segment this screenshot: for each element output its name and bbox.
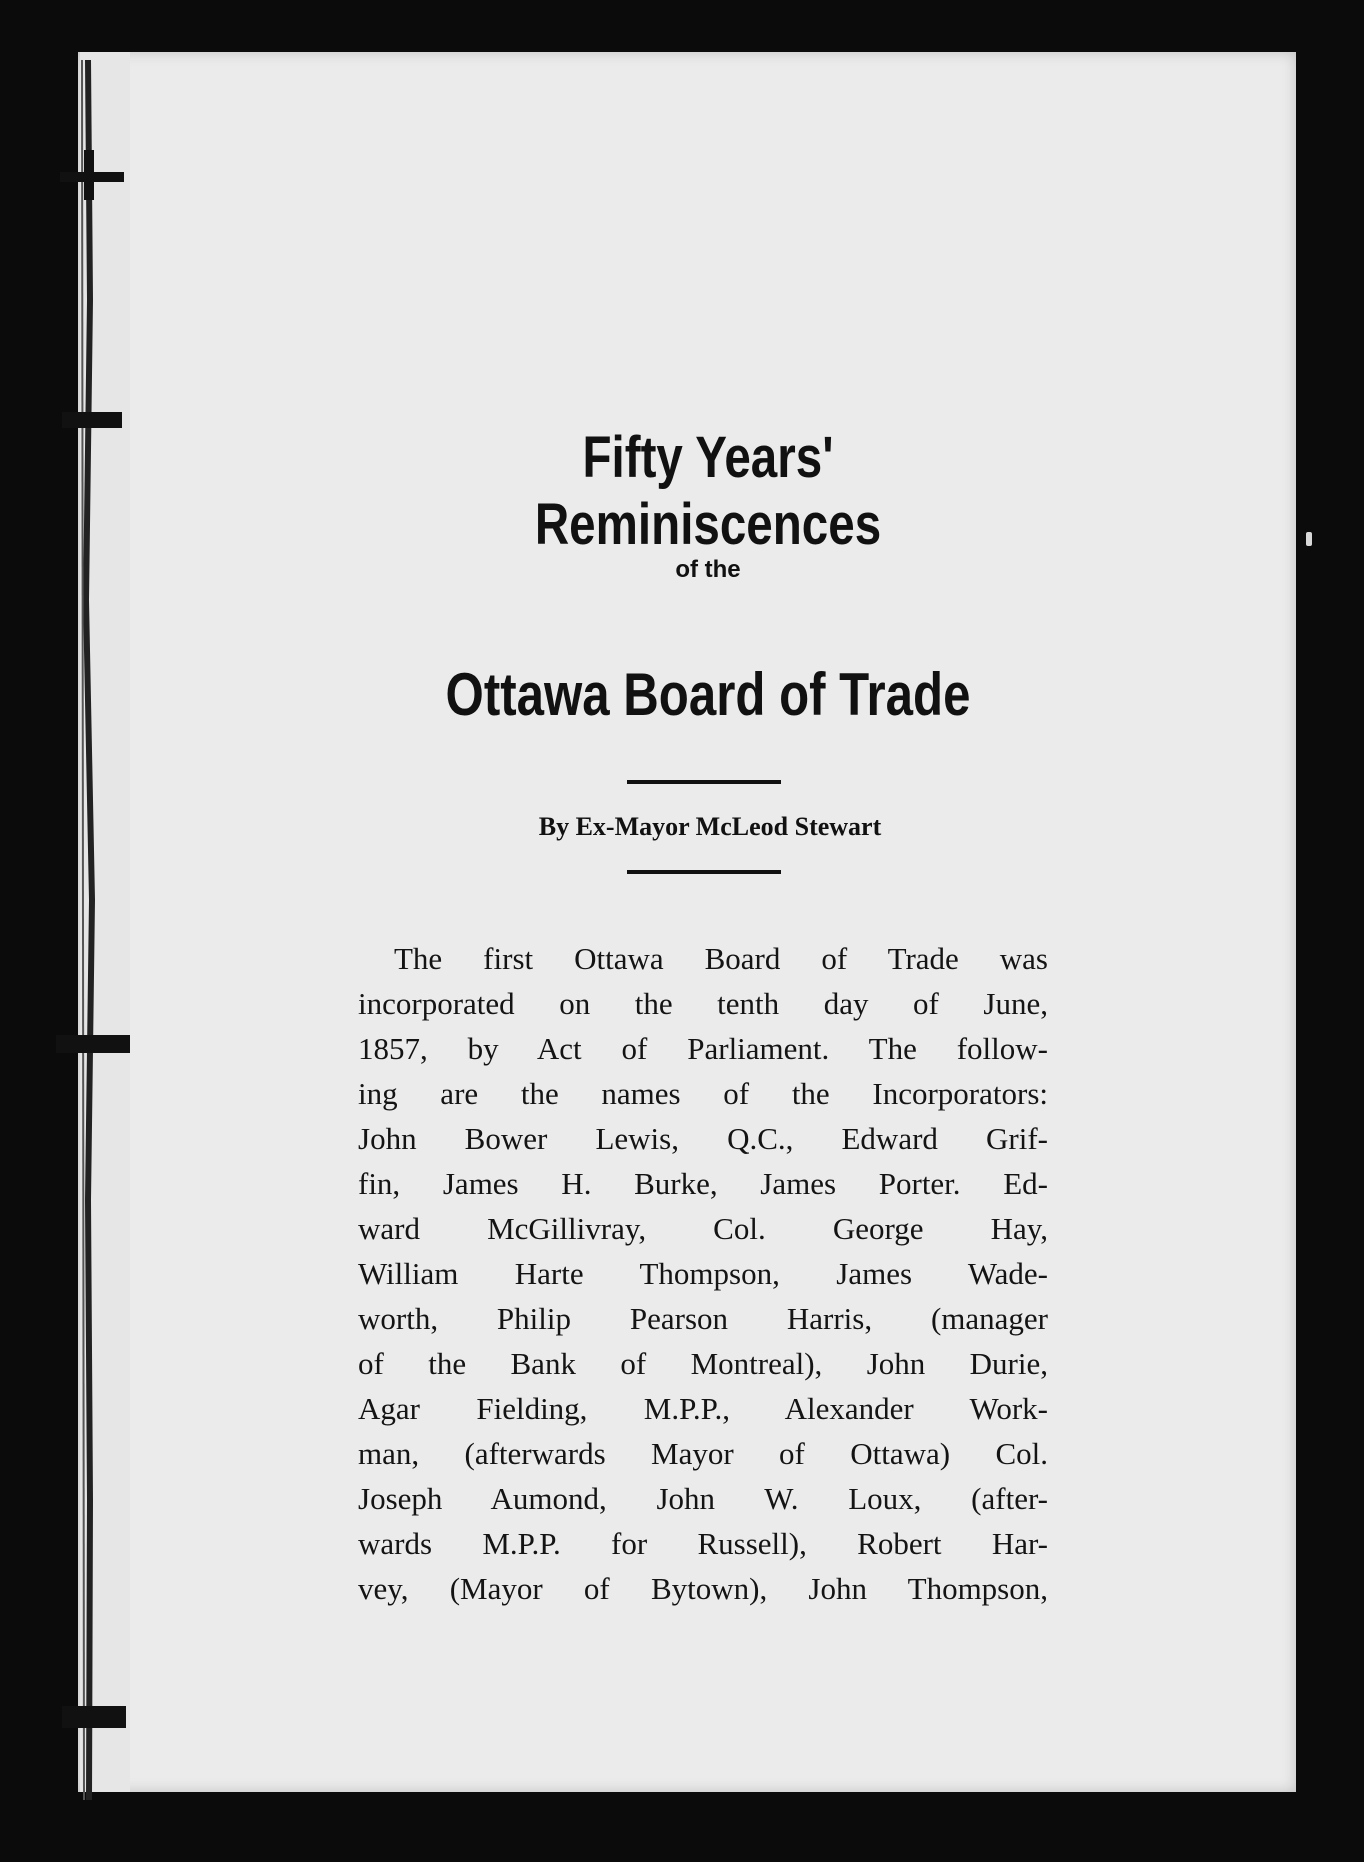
body-line: wards M.P.P. for Russell), Robert Har- <box>358 1526 1048 1561</box>
author-byline: By Ex-Mayor McLeod Stewart <box>538 812 882 841</box>
body-line: 1857, by Act of Parliament. The follow- <box>358 1031 1048 1066</box>
body-line: The first Ottawa Board of Trade was <box>394 941 1048 976</box>
divider-rule-bottom <box>627 870 781 874</box>
body-line: Agar Fielding, M.P.P., Alexander Work- <box>358 1391 1048 1426</box>
body-line: worth, Philip Pearson Harris, (manager <box>358 1301 1048 1336</box>
body-line: incorporated on the tenth day of June, <box>358 986 1048 1021</box>
body-line: fin, James H. Burke, James Porter. Ed- <box>358 1166 1048 1201</box>
body-line: man, (afterwards Mayor of Ottawa) Col. <box>358 1436 1048 1471</box>
title-connector: of the <box>675 556 741 583</box>
document-subtitle: Ottawa Board of Trade <box>445 661 971 728</box>
page-edge-mark <box>1306 532 1312 546</box>
body-line: vey, (Mayor of Bytown), John Thompson, <box>358 1571 1048 1606</box>
document-title: Fifty Years' Reminiscences <box>534 425 882 557</box>
body-line: Joseph Aumond, John W. Loux, (after- <box>358 1481 1048 1516</box>
body-paragraph <box>358 936 1048 1611</box>
body-line: of the Bank of Montreal), John Durie, <box>358 1346 1048 1381</box>
divider-rule-top <box>627 780 781 784</box>
body-line: ing are the names of the Incorporators: <box>358 1076 1048 1111</box>
body-line: ward McGillivray, Col. George Hay, <box>358 1211 1048 1246</box>
binding-strip <box>0 0 130 1862</box>
body-line: John Bower Lewis, Q.C., Edward Grif- <box>358 1121 1048 1156</box>
body-line: William Harte Thompson, James Wade- <box>358 1256 1048 1291</box>
